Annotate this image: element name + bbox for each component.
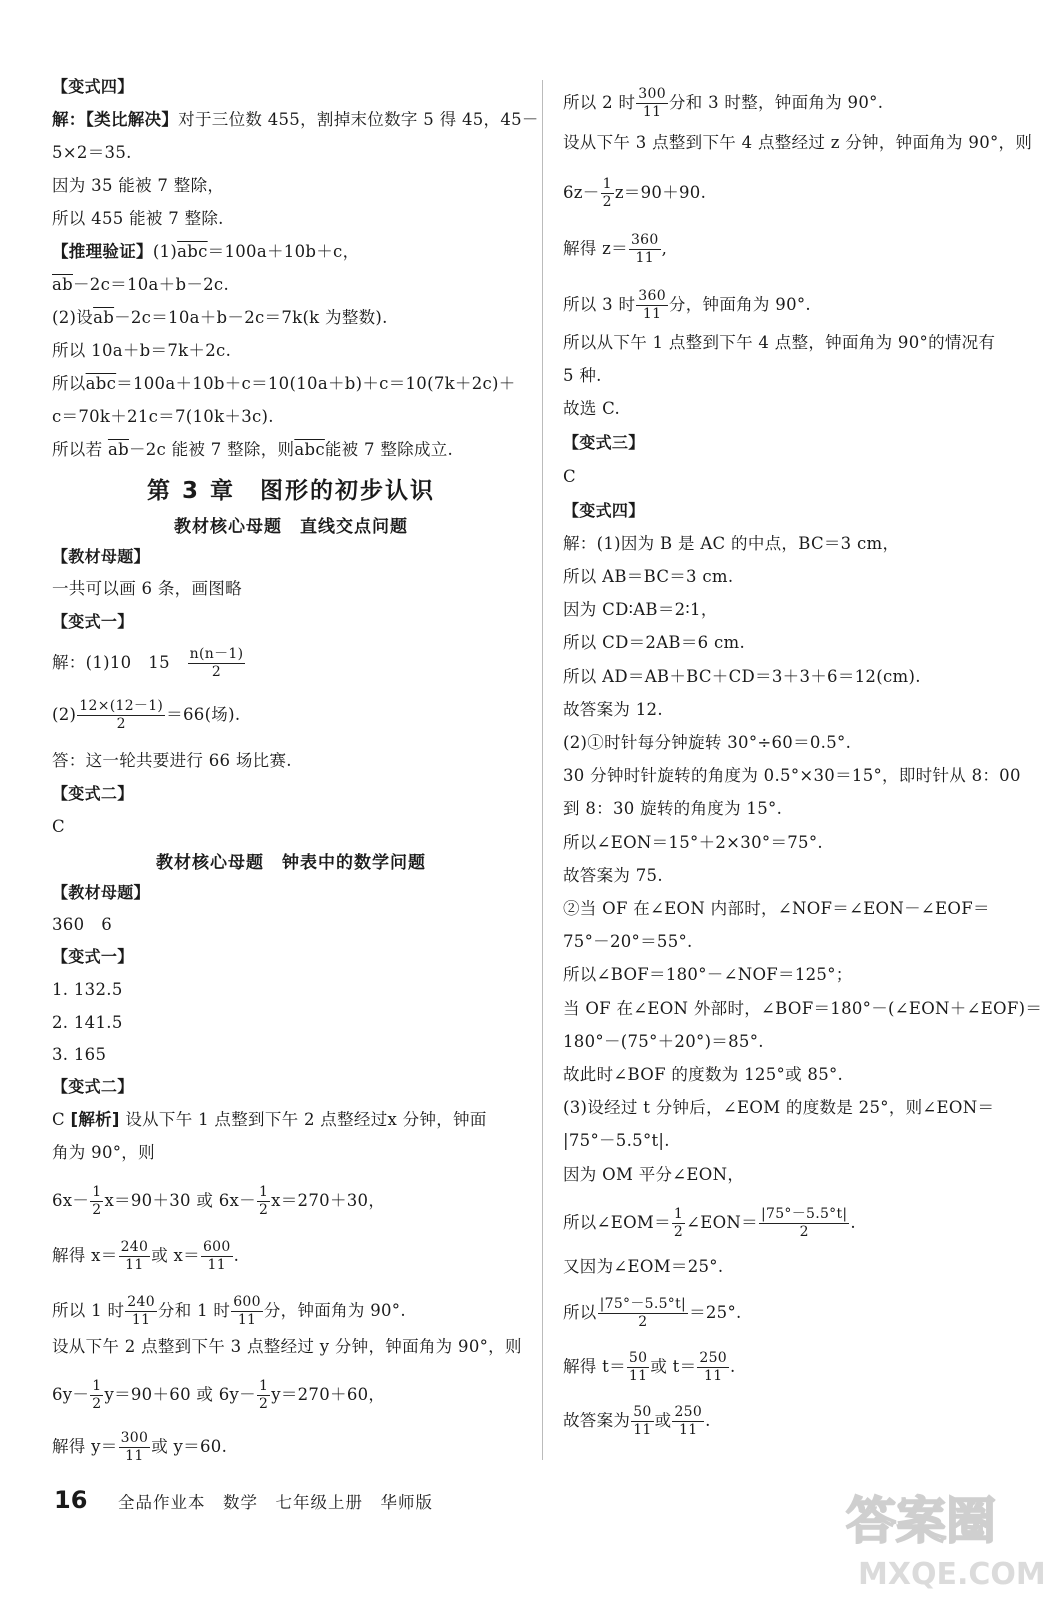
fraction: $\frac{360}{11}$ (638, 288, 666, 322)
text-line: 解得 z＝ $\frac{360}{11}$ , (563, 232, 668, 266)
text-line: 5 种. (563, 366, 602, 385)
text-line: 所以 CD＝2AB＝6 cm. (563, 633, 746, 652)
watermark-logo (838, 1480, 1048, 1595)
fraction: $\frac{1}{2}$ (92, 1184, 102, 1218)
text-line: 所以 AD＝AB＋BC＋CD＝3＋3＋6＝12(cm). (563, 667, 921, 686)
page-footer (54, 1486, 433, 1514)
fraction: $\frac{|75^\circ-5.5^\circ t|}{2}$ (760, 1206, 848, 1240)
fraction: $\frac{50}{11}$ (633, 1404, 652, 1438)
text-line: 当 OF 在∠EON 外部时，∠BOF＝180°－(∠EON＋∠EOF)＝ (563, 999, 1043, 1018)
text-line: C [解析] 设从下午 1 点整到下午 2 点整经过x 分钟，钟面 (52, 1110, 487, 1129)
heading-variant-3: 【变式三】 (563, 433, 645, 452)
text-line: 故答案为 12. (563, 700, 663, 719)
text-line: 因为 CD∶AB＝2∶1， (563, 600, 718, 619)
text-line: 所以∠EOM＝ $\frac{1}{2}$ ∠EON＝ $\frac{|75^\circ-5.5^\circ t|}{2}$ . (563, 1206, 856, 1240)
fraction: $\frac{360}{11}$ (630, 232, 659, 266)
fraction: $\frac{250}{11}$ (674, 1404, 703, 1438)
text-line: 所以 $\frac{|75^\circ-5.5^\circ t|}{2}$ ＝25°. (563, 1296, 742, 1330)
text-line: 解：(1)10 15 $\frac{n(n-1)}{2}$ (52, 646, 244, 680)
heading-textbook-problem: 【教材母题】 (52, 883, 150, 902)
text-line: 所以 455 能被 7 整除. (52, 209, 224, 228)
heading-variant-1: 【变式一】 (52, 947, 134, 966)
fraction: $\frac{600}{11}$ (202, 1239, 231, 1273)
fraction: $\frac{1}{2}$ (673, 1206, 684, 1240)
text-line: c＝70k＋21c＝7(10k＋3c). (52, 407, 274, 426)
text-line: 180°－(75°＋20°)＝85°. (563, 1032, 764, 1051)
section-title: 教材核心母题 直线交点问题 (174, 517, 408, 537)
text-line: 故选 C. (563, 399, 621, 418)
page-number: 16 (54, 1486, 88, 1514)
text-line: 30 分钟时针旋转的角度为 0.5°×30＝15°，即时针从 8：00 (563, 766, 1021, 785)
text-line: 2. 141.5 (52, 1013, 123, 1032)
text-line: C (563, 467, 576, 486)
column-divider (542, 80, 543, 1460)
text-line: 所以若 $\overline{ab}-2c$ 能被 7 整除，则$\overline{abc}$能被 7 整除成立. (52, 440, 454, 459)
heading-variant-4: 【变式四】 (563, 501, 645, 520)
text-line: ②当 OF 在∠EON 内部时，∠NOF＝∠EON－∠EOF＝ (563, 899, 990, 918)
fraction: $\frac{1}{2}$ (602, 176, 612, 210)
fraction: $\frac{1}{2}$ (258, 1184, 269, 1218)
text-line: 所以 2 时 $\frac{300}{11}$ 分和 3 时整，钟面角为 90°. (563, 86, 884, 120)
text-line: 所以 1 时 $\frac{240}{11}$ 分和 1 时 $\frac{600}{11}$ 分，钟面角为 90°. (52, 1294, 406, 1328)
text-line: 所以∠EON＝15°＋2×30°＝75°. (563, 833, 823, 852)
text-line: 解：(1)因为 B 是 AC 的中点，BC＝3 cm， (563, 534, 900, 553)
text-line: 5×2＝35. (52, 143, 132, 162)
fraction: $\frac{600}{11}$ (233, 1294, 261, 1328)
text-line: 解得 x＝ $\frac{240}{11}$ 或 x＝ $\frac{600}{11}$ . (52, 1239, 240, 1273)
text-line: 所以$\overline{abc}=100a+10b+c=10(10a+b)+c=10(7k+2c)+$ (52, 374, 516, 393)
text-line: 故答案为 $\frac{50}{11}$ 或 $\frac{250}{11}$ . (563, 1404, 711, 1438)
text-line: C (52, 817, 65, 836)
text-line: (2)①时针每分钟旋转 30°÷60＝0.5°. (563, 733, 852, 752)
fraction: $\frac{1}{2}$ (258, 1378, 269, 1412)
fraction: $\frac{1}{2}$ (92, 1378, 102, 1412)
book-title: 全品作业本 数学 七年级上册 华师版 (118, 1493, 433, 1512)
fraction: $\frac{240}{11}$ (127, 1294, 155, 1328)
heading-variant-4: 【变式四】 (52, 77, 134, 96)
text-line: 所以 3 时 $\frac{360}{11}$ 分，钟面角为 90°. (563, 288, 811, 322)
text-line: (2)设$\overline{ab}-2c=10a+b-2c=7k(k$ 为整数). (52, 308, 388, 327)
text-line: 所以 10a＋b＝7k＋2c. (52, 341, 232, 360)
text-line: 设从下午 2 点整到下午 3 点整经过 y 分钟，钟面角为 90°，则 (52, 1337, 522, 1356)
fraction: $\frac{300}{11}$ (638, 86, 666, 120)
text-line: 360 6 (52, 915, 112, 934)
fraction: $\frac{250}{11}$ (699, 1350, 728, 1384)
watermark-text: 答案圈 (846, 1492, 996, 1550)
text-line: 1. 132.5 (52, 980, 123, 999)
text-line: 解得 t＝ $\frac{50}{11}$ 或 t＝ $\frac{250}{11}$ . (563, 1350, 736, 1384)
text-line: 6x－ $\frac{1}{2}$ x＝90＋30 或 6x－ $\frac{1}{2}$ x＝270＋30， (52, 1184, 386, 1218)
heading-variant-1: 【变式一】 (52, 612, 134, 631)
watermark-url: MXQE.COM (858, 1557, 1046, 1592)
heading-variant-2: 【变式二】 (52, 1077, 134, 1096)
chapter-title: 第 3 章 图形的初步认识 (146, 478, 436, 504)
heading-textbook-problem: 【教材母题】 (52, 547, 150, 566)
fraction: $\frac{|75^\circ-5.5^\circ t|}{2}$ (599, 1296, 687, 1330)
text-line: 设从下午 3 点整到下午 4 点整经过 z 分钟，钟面角为 90°，则 (563, 133, 1033, 152)
text-line: 6y－ $\frac{1}{2}$ y＝90＋60 或 6y－ $\frac{1}{2}$ y＝270＋60， (52, 1378, 386, 1412)
text-line: 解：【类比解决】对于三位数 455，割掉末位数字 5 得 45，45－ (52, 110, 539, 129)
heading-variant-2: 【变式二】 (52, 784, 134, 803)
text-line: 又因为∠EOM＝25°. (563, 1257, 724, 1276)
fraction: $\frac{50}{11}$ (628, 1350, 648, 1384)
text-line: 故此时∠BOF 的度数为 125°或 85°. (563, 1065, 844, 1084)
text-line: 所以从下午 1 点整到下午 4 点整，钟面角为 90°的情况有 (563, 333, 996, 352)
text-line: 所以∠BOF＝180°－∠NOF＝125°； (563, 965, 853, 984)
text-line: 因为 OM 平分∠EON， (563, 1165, 745, 1184)
text-line: 3. 165 (52, 1045, 107, 1064)
text-line: 所以 AB＝BC＝3 cm. (563, 567, 734, 586)
text-line: 解得 y＝ $\frac{300}{11}$ 或 y＝60. (52, 1430, 228, 1464)
section-title: 教材核心母题 钟表中的数学问题 (156, 853, 426, 873)
fraction: $\frac{240}{11}$ (120, 1239, 149, 1273)
text-line: (3)设经过 t 分钟后，∠EOM 的度数是 25°，则∠EON＝ (563, 1098, 995, 1117)
text-line: 一共可以画 6 条，画图略 (52, 579, 242, 598)
text-line: 角为 90°，则 (52, 1143, 155, 1162)
text-line: 答：这一轮共要进行 66 场比赛. (52, 751, 292, 770)
fraction: $\frac{12\times(12-1)}{2}$ (79, 698, 164, 732)
text-line: 到 8：30 旋转的角度为 15°. (563, 799, 783, 818)
text-line: 75°－20°＝55°. (563, 932, 693, 951)
text-line: $\overline{ab}-2c=10a+b-2c$. (52, 275, 230, 294)
text-line: (2) $\frac{12\times(12-1)}{2}$ ＝66(场). (52, 698, 241, 732)
text-line: 故答案为 75. (563, 866, 663, 885)
text-line: |75°－5.5°t|. (563, 1131, 670, 1150)
fraction: $\frac{300}{11}$ (120, 1430, 149, 1464)
text-line: 因为 35 能被 7 整除， (52, 176, 225, 195)
text-line: 【推理验证】$(1)\overline{abc}=100a+10b+c$， (52, 242, 360, 261)
text-line: 6z－ $\frac{1}{2}$ z＝90＋90. (563, 176, 707, 210)
fraction: $\frac{n(n-1)}{2}$ (189, 646, 244, 680)
